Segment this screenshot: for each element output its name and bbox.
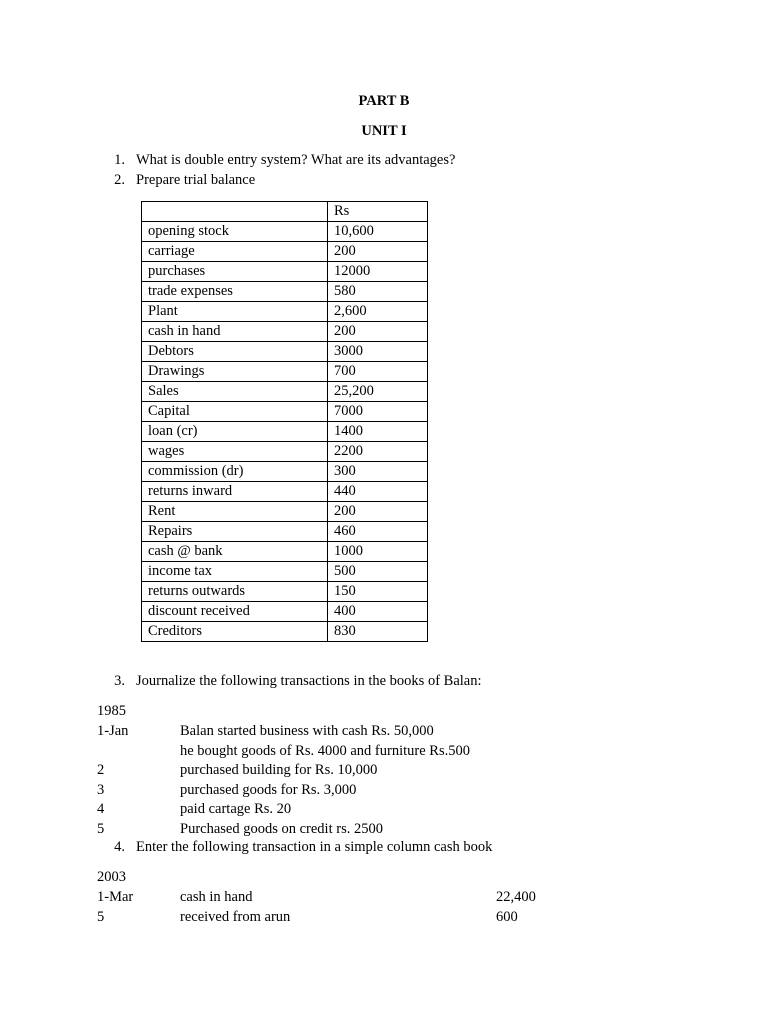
journal-year: 1985	[97, 703, 126, 719]
item-cell: discount received	[142, 602, 328, 622]
trial-balance-table	[141, 201, 428, 642]
value-cell: 580	[328, 282, 428, 302]
journal-date: 4	[97, 801, 105, 817]
table-row	[142, 522, 428, 542]
header-item-cell	[142, 202, 328, 222]
table-header-row	[142, 202, 428, 222]
table-row	[142, 562, 428, 582]
journal-date: 2	[97, 762, 105, 778]
table-row	[142, 302, 428, 322]
item-cell: Plant	[142, 302, 328, 322]
value-cell: 150	[328, 582, 428, 602]
item-cell: income tax	[142, 562, 328, 582]
journal-text: paid cartage Rs. 20	[180, 801, 292, 817]
question-number: 4.	[114, 839, 125, 855]
value-cell: 25,200	[328, 382, 428, 402]
cash-amount: 600	[496, 909, 518, 925]
table-row	[142, 502, 428, 522]
item-cell: Capital	[142, 402, 328, 422]
unit-title: UNIT I	[361, 123, 407, 139]
question-text: Prepare trial balance	[136, 172, 256, 188]
item-cell: Rent	[142, 502, 328, 522]
value-cell: 1400	[328, 422, 428, 442]
question-number: 2.	[114, 172, 125, 188]
table-row	[142, 622, 428, 642]
journal-text: he bought goods of Rs. 4000 and furniture Rs.500	[180, 743, 470, 759]
table-row	[142, 462, 428, 482]
cash-text: received from arun	[180, 909, 291, 925]
item-cell: carriage	[142, 242, 328, 262]
journal-date: 3	[97, 782, 105, 798]
table-row	[142, 282, 428, 302]
table-row	[142, 262, 428, 282]
item-cell: Repairs	[142, 522, 328, 542]
item-cell: Debtors	[142, 342, 328, 362]
value-cell: 10,600	[328, 222, 428, 242]
journal-text: Balan started business with cash Rs. 50,000	[180, 723, 434, 739]
cash-date: 5	[97, 909, 105, 925]
question-text: Journalize the following transactions in the books of Balan:	[136, 673, 482, 689]
value-cell: 400	[328, 602, 428, 622]
value-cell: 2,600	[328, 302, 428, 322]
item-cell: commission (dr)	[142, 462, 328, 482]
value-cell: 700	[328, 362, 428, 382]
journal-text: purchased goods for Rs. 3,000	[180, 782, 357, 798]
value-cell: 3000	[328, 342, 428, 362]
item-cell: returns outwards	[142, 582, 328, 602]
part-title: PART B	[358, 93, 410, 109]
question-text: Enter the following transaction in a simple column cash book	[136, 839, 493, 855]
table-row	[142, 582, 428, 602]
item-cell: returns inward	[142, 482, 328, 502]
value-cell: 1000	[328, 542, 428, 562]
table-row	[142, 242, 428, 262]
table-row	[142, 602, 428, 622]
item-cell: cash in hand	[142, 322, 328, 342]
item-cell: opening stock	[142, 222, 328, 242]
table-row	[142, 402, 428, 422]
cash-amount: 22,400	[496, 889, 536, 905]
value-cell: 500	[328, 562, 428, 582]
table-row	[142, 362, 428, 382]
value-cell: 200	[328, 242, 428, 262]
value-cell: 2200	[328, 442, 428, 462]
value-cell: 830	[328, 622, 428, 642]
question-text: What is double entry system? What are its advantages?	[136, 152, 456, 168]
item-cell: Creditors	[142, 622, 328, 642]
journal-text: Purchased goods on credit rs. 2500	[180, 821, 383, 837]
value-cell: 200	[328, 322, 428, 342]
value-cell: 300	[328, 462, 428, 482]
question-number: 3.	[114, 673, 125, 689]
item-cell: wages	[142, 442, 328, 462]
cash-text: cash in hand	[180, 889, 253, 905]
value-cell: 7000	[328, 402, 428, 422]
table-row	[142, 322, 428, 342]
table-row	[142, 482, 428, 502]
item-cell: Drawings	[142, 362, 328, 382]
item-cell: trade expenses	[142, 282, 328, 302]
table-row	[142, 542, 428, 562]
journal-date: 5	[97, 821, 105, 837]
question-number: 1.	[114, 152, 125, 168]
item-cell: loan (cr)	[142, 422, 328, 442]
table-row	[142, 442, 428, 462]
value-cell: 460	[328, 522, 428, 542]
cash-book-year: 2003	[97, 869, 126, 885]
table-row	[142, 422, 428, 442]
journal-date: 1-Jan	[97, 723, 129, 739]
table-row	[142, 382, 428, 402]
value-cell: 200	[328, 502, 428, 522]
table-row	[142, 222, 428, 242]
cash-date: 1-Mar	[97, 889, 134, 905]
item-cell: cash @ bank	[142, 542, 328, 562]
item-cell: Sales	[142, 382, 328, 402]
value-cell: 440	[328, 482, 428, 502]
header-value-cell: Rs	[328, 202, 428, 222]
value-cell: 12000	[328, 262, 428, 282]
table-row	[142, 342, 428, 362]
journal-text: purchased building for Rs. 10,000	[180, 762, 378, 778]
item-cell: purchases	[142, 262, 328, 282]
